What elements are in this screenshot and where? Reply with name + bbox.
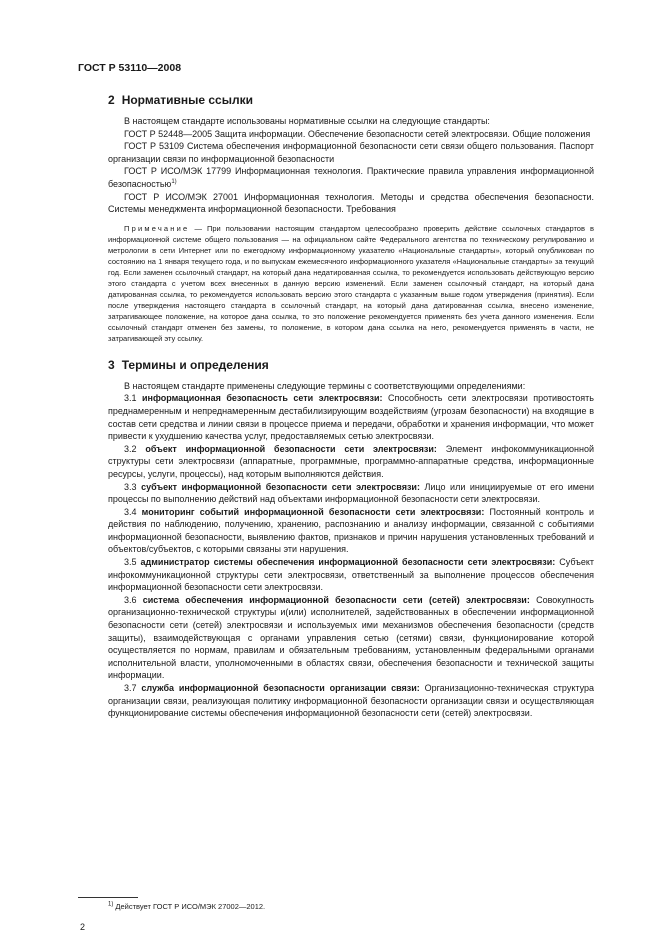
paragraph: В настоящем стандарте применены следующие термины с соответствующими определениями: [124,380,526,391]
footnote-text: Действует ГОСТ Р ИСО/МЭК 27002—2012. [113,902,266,911]
reference-item: ГОСТ Р 52448—2005 Защита информации. Обеспечение безопасности сетей электросвязи. Общие положения [124,128,591,139]
reference-text: ГОСТ Р ИСО/МЭК 17799 Информационная технология. Практические правила управления информационной безопасностью [108,166,594,189]
page-number: 2 [80,922,86,932]
definition: Субъект инфокоммуникационной структуры сети электросвязи, ответственный за выполнение процессов обеспечения информационной безопасности сети электросвязи. [108,557,594,593]
term-definition [108,594,594,682]
term-definition [108,682,594,720]
term: субъект информационной безопасности сети электросвязи: [141,481,420,492]
reference-item: ГОСТ Р ИСО/МЭК 27001 Информационная технология. Методы и средства обеспечения безопасности. Системы менеджмента информационной безопасности. Требования [108,191,594,215]
note-text: — При пользовании настоящим стандартом целесообразно проверить действие ссылочных стандартов в информационной системе общего пользования — на официальном сайте Федерального агентства по техническому регулированию и метрологии в сети Интернет или по ежегодному информационному указателю «Национальные стандарты», который опубликован по состоянию на 1 января текущего года, и по выпускам ежемесячного информационного указателя «Национальные стандарты» за текущий год. Если заменен ссылочный стандарт, на который дана недатированная ссылка, то рекомендуется использовать действующую версию этого стандарта с учетом всех внесенных в данную версию изменений. Если заменен ссылочный стандарт, на который дана датированная ссылка, то рекомендуется использовать версию этого стандарта с указанным выше годом утверждения (принятия). Если после утверждения настоящего стандарта в ссылочный стандарт, на который дана датированная ссылка, внесено изменение, затрагивающее положение, на которое дана ссылка, то это положение рекомендуется применять без учета данного изменения. Если ссылочный стандарт отменен без замены, то положение, в котором дана ссылка на него, рекомендуется применять в части, не затрагивающей эту ссылку. [108,223,594,343]
term: информационная безопасность сети электросвязи: [142,393,383,404]
section-number: 2 [108,93,115,107]
definition: Совокупность организационно-технической структуры и(или) исполнителей, задействованных в обеспечении информационной безопасности сети (сетей) электросвязи и используемых ими механизмов обеспечения безопасности (средств защиты), взаимодействующая с органами управления сетью (сетями) связи, функционирование которой осуществляется по нормам, правилам и обязательным требованиям, установленным федеральными органами исполнительной власти, уполномоченными в областях связи, обеспечения безопасности и технической защиты информации. [108,594,594,681]
document-code: ГОСТ Р 53110—2008 [78,62,182,74]
page-content [108,93,594,720]
term-number: 3.6 [124,594,137,605]
section-3-heading [108,358,594,373]
section-title: Термины и определения [121,357,269,372]
note-label: Примечание [124,223,190,233]
footnote-marker: 1) [108,901,114,908]
definition: Организационно-техническая структура организации связи, реализующая политику информационной безопасности организации связи и осуществляющая функционирование системы обеспечения информационной безопасности сети (сетей) электросвязи. [108,683,594,719]
term-number: 3.5 [124,557,137,568]
section-title: Нормативные ссылки [121,93,253,107]
reference-item: ГОСТ Р 53109 Система обеспечения информационной безопасности сети связи общего пользования. Паспорт организации связи по информационной безопасности [108,141,594,164]
term-number: 3.7 [124,683,137,693]
term: мониторинг событий информационной безопасности сети электросвязи: [141,506,485,517]
term: служба информационной безопасности организации связи: [141,683,420,693]
term-number: 3.3 [124,481,137,492]
paragraph: В настоящем стандарте использованы нормативные ссылки на следующие стандарты: [124,116,490,126]
term-number: 3.1 [124,393,137,404]
reference-item [108,165,594,190]
definition: Элемент инфокоммуникационной структуры сети электросвязи (аппаратные, программные, программно-аппаратные средства, информационные ресурсы, услуги, процессы), над которым выполняются действия. [108,443,594,479]
term: система обеспечения информационной безопасности сети (сетей) электросвязи: [142,594,530,605]
term-definition [108,392,594,442]
footnote-marker: 1) [171,178,177,185]
definition: Постоянный контроль и действия по наблюдению, получению, хранению, распознанию и анализу информации, связанной с событиями информационной безопасности, выявлению фактов, признаков и причин нарушения установленных требований и объектов/субъектов, с которыми связаны эти нарушения. [108,506,594,555]
definition: Способность сети электросвязи противостоять преднамеренным и непреднамеренным дестабилизирующим воздействиям (угрозам безопасности) на входящие в состав сети средства и линии связи в процессе приема и передачи, обработки и хранения информации, что может привести к ухудшению качества услуг, предоставляемых сетью электросвязи. [108,393,594,442]
term-definition [108,443,594,481]
footnote [108,902,265,912]
footnote-divider [78,897,138,898]
term-number: 3.2 [124,443,137,454]
section-number: 3 [108,357,115,372]
term: объект информационной безопасности сети электросвязи: [145,443,437,454]
section-2-heading [108,93,594,108]
term: администратор системы обеспечения информационной безопасности сети электросвязи: [140,557,556,568]
term-number: 3.4 [124,506,137,517]
term-definition [108,506,594,556]
term-definition [108,556,594,594]
definition: Лицо или инициируемые от его имени процессы по выполнению действий над объектами информационной безопасности сети электросвязи. [108,481,594,505]
note [108,223,594,344]
term-definition [108,481,594,506]
